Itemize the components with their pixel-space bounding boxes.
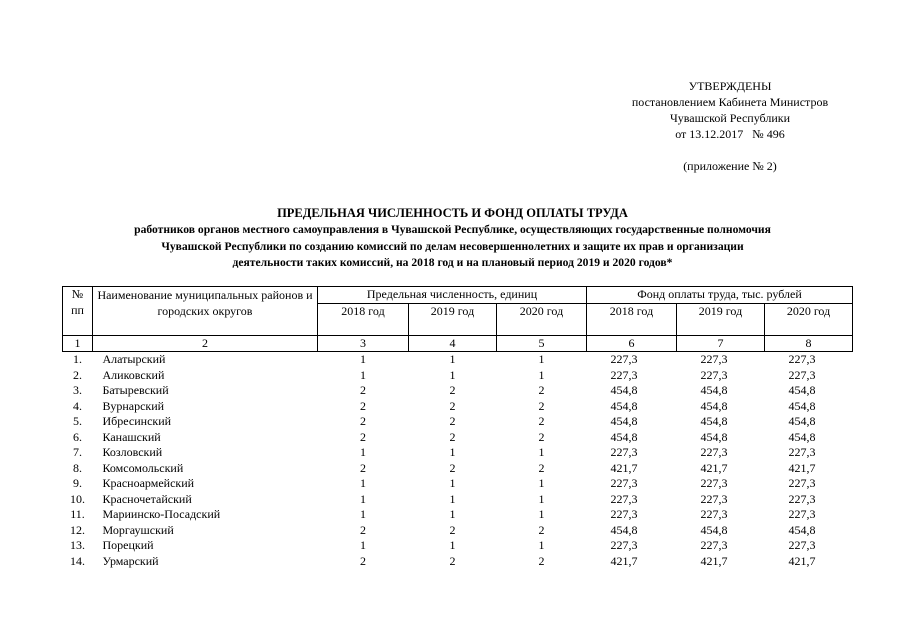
subtitle-line-3: деятельности таких комиссий, на 2018 год и на плановый период 2019 и 2020 годов* [232,256,673,269]
staff-2018: 2 [360,398,366,413]
fund-2019: 227,3 [700,367,728,382]
document-subtitle [40,222,865,272]
fund-2020: 227,3 [788,507,816,521]
fund-2020: 227,3 [788,352,816,366]
table-row [63,445,853,461]
row-number: 3. [73,383,82,397]
staff-2020: 2 [538,522,545,537]
table-row [63,492,853,508]
row-number: 7. [73,445,82,459]
staff-2019: 1 [449,367,456,382]
appendix-note: (приложение № 2) [683,159,777,173]
staff-2018: 2 [360,460,366,475]
row-number: 1. [73,352,82,366]
header-number: № пп [63,287,93,336]
table-row [63,430,853,446]
staff-2020: 1 [538,352,545,366]
staff-2019: 1 [449,352,456,366]
row-number: 5. [73,414,82,428]
staff-2020: 1 [538,367,545,382]
table-row [63,399,853,415]
staff-2018: 2 [360,414,366,428]
fund-2019: 454,8 [700,429,728,444]
fund-2019: 227,3 [700,476,728,490]
fund-2020: 227,3 [788,538,816,552]
staff-2019: 1 [449,491,456,506]
fund-2019: 454,8 [700,398,728,413]
fund-2019: 421,7 [700,460,728,475]
fund-2020: 421,7 [788,460,816,475]
header-fund-2020: 2020 год [765,303,853,335]
fund-2018: 454,8 [610,414,638,428]
fund-2020: 454,8 [788,398,816,413]
fund-2019: 454,8 [700,414,728,428]
staff-2018: 2 [360,553,366,568]
subtitle-line-2: Чувашской Республики по созданию комиссий по делам несовершеннолетних и защите их прав и организации [161,239,744,253]
approval-line-1: УТВЕРЖДЕНЫ [688,79,772,93]
staff-2018: 1 [360,352,366,366]
row-number: 12. [70,522,85,537]
approval-line-3: Чувашской Республики [669,111,791,125]
column-number-2: 2 [93,335,318,352]
fund-2018: 227,3 [610,367,638,382]
table-row [63,352,853,368]
fund-2018: 454,8 [610,398,638,413]
header-wage-fund: Фонд оплаты труда, тыс. рублей [587,287,853,304]
row-number: 10. [70,491,85,506]
table-row [63,461,853,477]
table-row [63,368,853,384]
fund-2018: 454,8 [610,429,638,444]
fund-2018: 421,7 [610,553,638,568]
row-number: 11. [70,507,85,521]
table-row [63,383,853,399]
district-name: Козловский [102,445,163,459]
staff-2019: 1 [449,445,456,459]
header-staff-2020: 2020 год [497,303,587,335]
header-staff-limit: Предельная численность, единиц [318,287,587,304]
row-number: 13. [70,538,85,552]
staff-2020: 2 [538,429,545,444]
staff-2018: 1 [360,491,366,506]
district-name: Красноармейский [102,476,195,490]
row-number: 4. [73,398,82,413]
fund-2018: 227,3 [610,538,638,552]
staff-2020: 1 [538,491,545,506]
fund-2020: 227,3 [788,445,816,459]
district-name: Канашский [102,429,161,444]
fund-2019: 421,7 [700,553,728,568]
staff-2018: 2 [360,429,366,444]
column-number-5: 5 [497,335,587,352]
fund-2018: 227,3 [610,491,638,506]
fund-2020: 454,8 [788,429,816,444]
row-number: 9. [73,476,82,490]
staff-2020: 2 [538,383,545,397]
staff-2020: 2 [538,553,545,568]
staff-2020: 1 [538,476,545,490]
staff-2018: 1 [360,445,366,459]
staff-2020: 1 [538,538,545,552]
row-number: 14. [70,553,85,568]
header-fund-2019: 2019 год [677,303,765,335]
table-row [63,507,853,523]
fund-2018: 421,7 [610,460,638,475]
fund-2018: 227,3 [610,476,638,490]
staff-2019: 2 [449,383,456,397]
table-row [63,538,853,554]
staff-2019: 1 [449,476,456,490]
fund-2018: 227,3 [610,352,638,366]
district-name: Мариинско-Посадский [102,507,221,521]
district-name: Алатырский [102,352,166,366]
staff-2019: 2 [449,460,456,475]
fund-2019: 227,3 [700,538,728,552]
fund-2020: 227,3 [788,367,816,382]
staff-2020: 1 [538,445,545,459]
fund-2020: 421,7 [788,553,816,568]
fund-2018: 227,3 [610,445,638,459]
staff-2020: 2 [538,398,545,413]
district-name: Вурнарский [102,398,165,413]
column-number-6: 6 [587,335,677,352]
staff-2018: 2 [360,522,366,537]
fund-2020: 454,8 [788,414,816,428]
staff-2018: 1 [360,476,366,490]
district-name: Аликовский [102,367,165,382]
fund-2019: 227,3 [700,352,728,366]
header-fund-2018: 2018 год [587,303,677,335]
header-name: Наименование муниципальных районов и городских округов [93,287,318,336]
district-name: Порецкий [102,538,154,552]
data-table [62,286,853,569]
column-number-8: 8 [765,335,853,352]
staff-2019: 2 [449,522,456,537]
staff-2019: 1 [449,538,456,552]
fund-2020: 227,3 [788,476,816,490]
column-number-3: 3 [318,335,409,352]
table-row [63,554,853,570]
header-staff-2018: 2018 год [318,303,409,335]
table-row [63,523,853,539]
row-number: 6. [73,429,82,444]
column-number-7: 7 [677,335,765,352]
fund-2018: 454,8 [610,383,638,397]
district-name: Моргаушский [102,522,174,537]
staff-2018: 2 [360,383,366,397]
fund-2018: 454,8 [610,522,638,537]
column-number-4: 4 [409,335,497,352]
staff-2020: 1 [538,507,545,521]
staff-2020: 2 [538,414,545,428]
document-title: ПРЕДЕЛЬНАЯ ЧИСЛЕННОСТЬ И ФОНД ОПЛАТЫ ТРУДА [277,206,628,220]
approval-block [595,78,865,142]
district-name: Комсомольский [102,460,184,475]
district-name: Ибресинский [102,414,172,428]
staff-2019: 2 [449,398,456,413]
column-number-1: 1 [63,335,93,352]
fund-2019: 227,3 [700,491,728,506]
staff-2019: 2 [449,429,456,444]
fund-2019: 227,3 [700,445,728,459]
approval-line-2: постановлением Кабинета Министров [631,95,829,109]
approval-line-4: от 13.12.2017 № 496 [675,127,785,141]
table-row [63,414,853,430]
header-staff-2019: 2019 год [409,303,497,335]
staff-2019: 1 [449,507,456,521]
row-number: 2. [73,367,82,382]
fund-2019: 454,8 [700,522,728,537]
fund-2020: 454,8 [788,383,816,397]
staff-2018: 1 [360,367,366,382]
row-number: 8. [73,460,82,475]
table-row [63,476,853,492]
district-name: Батыревский [102,383,169,397]
staff-2019: 2 [449,553,456,568]
fund-2019: 227,3 [700,507,728,521]
staff-2018: 1 [360,538,366,552]
district-name: Красночетайский [102,491,192,506]
staff-2018: 1 [360,507,366,521]
staff-2019: 2 [449,414,456,428]
fund-2020: 454,8 [788,522,816,537]
fund-2020: 227,3 [788,491,816,506]
table-body [63,352,853,570]
staff-2020: 2 [538,460,545,475]
fund-2018: 227,3 [610,507,638,521]
district-name: Урмарский [102,553,159,568]
subtitle-line-1: работников органов местного самоуправления в Чувашской Республике, осуществляющих государственные полномочия [134,223,771,236]
fund-2019: 454,8 [700,383,728,397]
